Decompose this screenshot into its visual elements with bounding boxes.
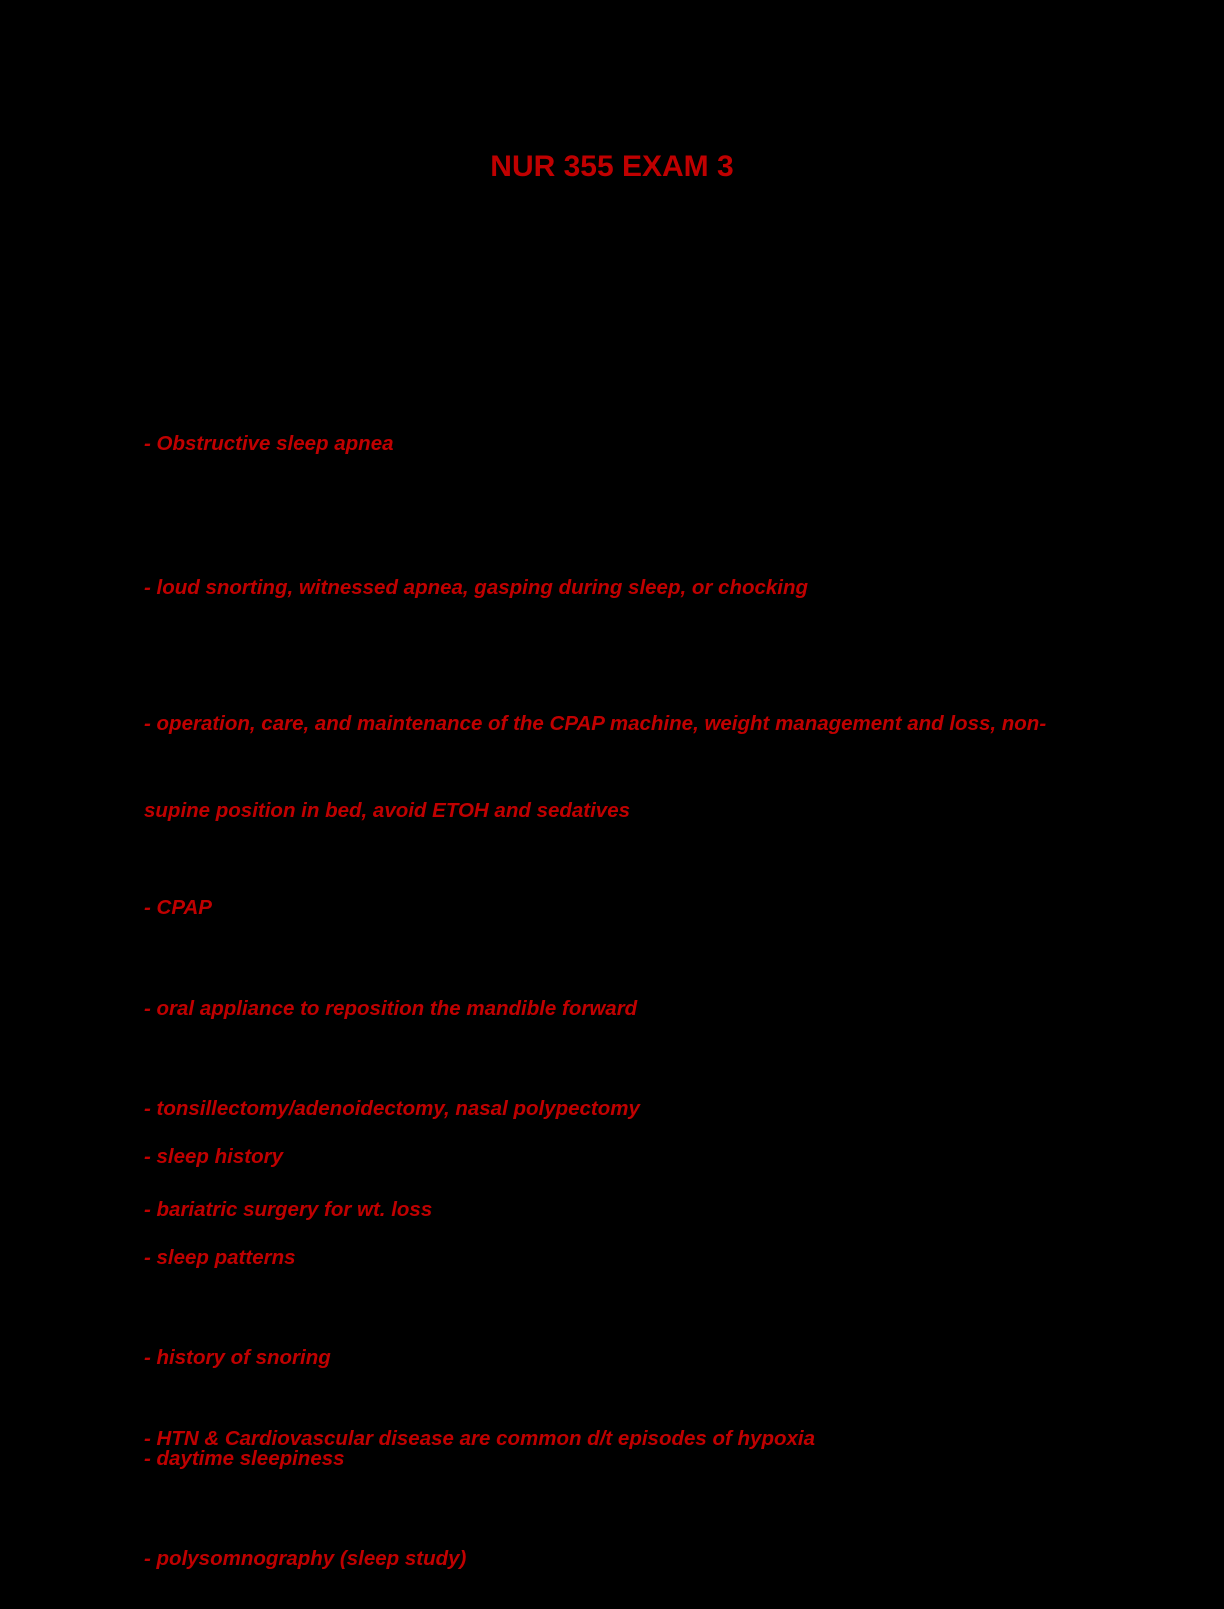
answer-line: - CPAP — [144, 896, 212, 919]
answer-block-complications — [144, 1355, 1084, 1489]
page-title: NUR 355 EXAM 3 — [490, 150, 734, 183]
answer-line: - Obstructive sleep apnea — [144, 432, 394, 455]
answer-block-diagnosis — [144, 360, 1084, 494]
answer-line: - polysomnography (sleep study) — [144, 1547, 467, 1570]
answer-line: - history of snoring — [144, 1346, 331, 1369]
answer-line: - HTN & Cardiovascular disease are common d/t episodes of hypoxia — [144, 1427, 815, 1450]
answer-line: supine position in bed, avoid ETOH and sedatives — [144, 799, 631, 822]
answer-line: - sleep patterns — [144, 1245, 296, 1269]
answer-line: - loud snorting, witnessed apnea, gasping during sleep, or chocking — [144, 576, 809, 599]
answer-line: - tonsillectomy/adenoidectomy, nasal polypectomy — [144, 1097, 640, 1120]
answer-line: - daytime sleepiness — [144, 1446, 345, 1470]
answer-line: - oral appliance to reposition the mandible forward — [144, 996, 638, 1020]
answer-line: - sleep history — [144, 1145, 283, 1168]
answer-line: - operation, care, and maintenance of the CPAP machine, weight management and loss, non- — [144, 712, 1047, 735]
answer-line: - bariatric surgery for wt. loss — [144, 1197, 433, 1221]
answer-block-symptoms — [144, 504, 1084, 638]
answer-block-assessment — [144, 1073, 1084, 1609]
